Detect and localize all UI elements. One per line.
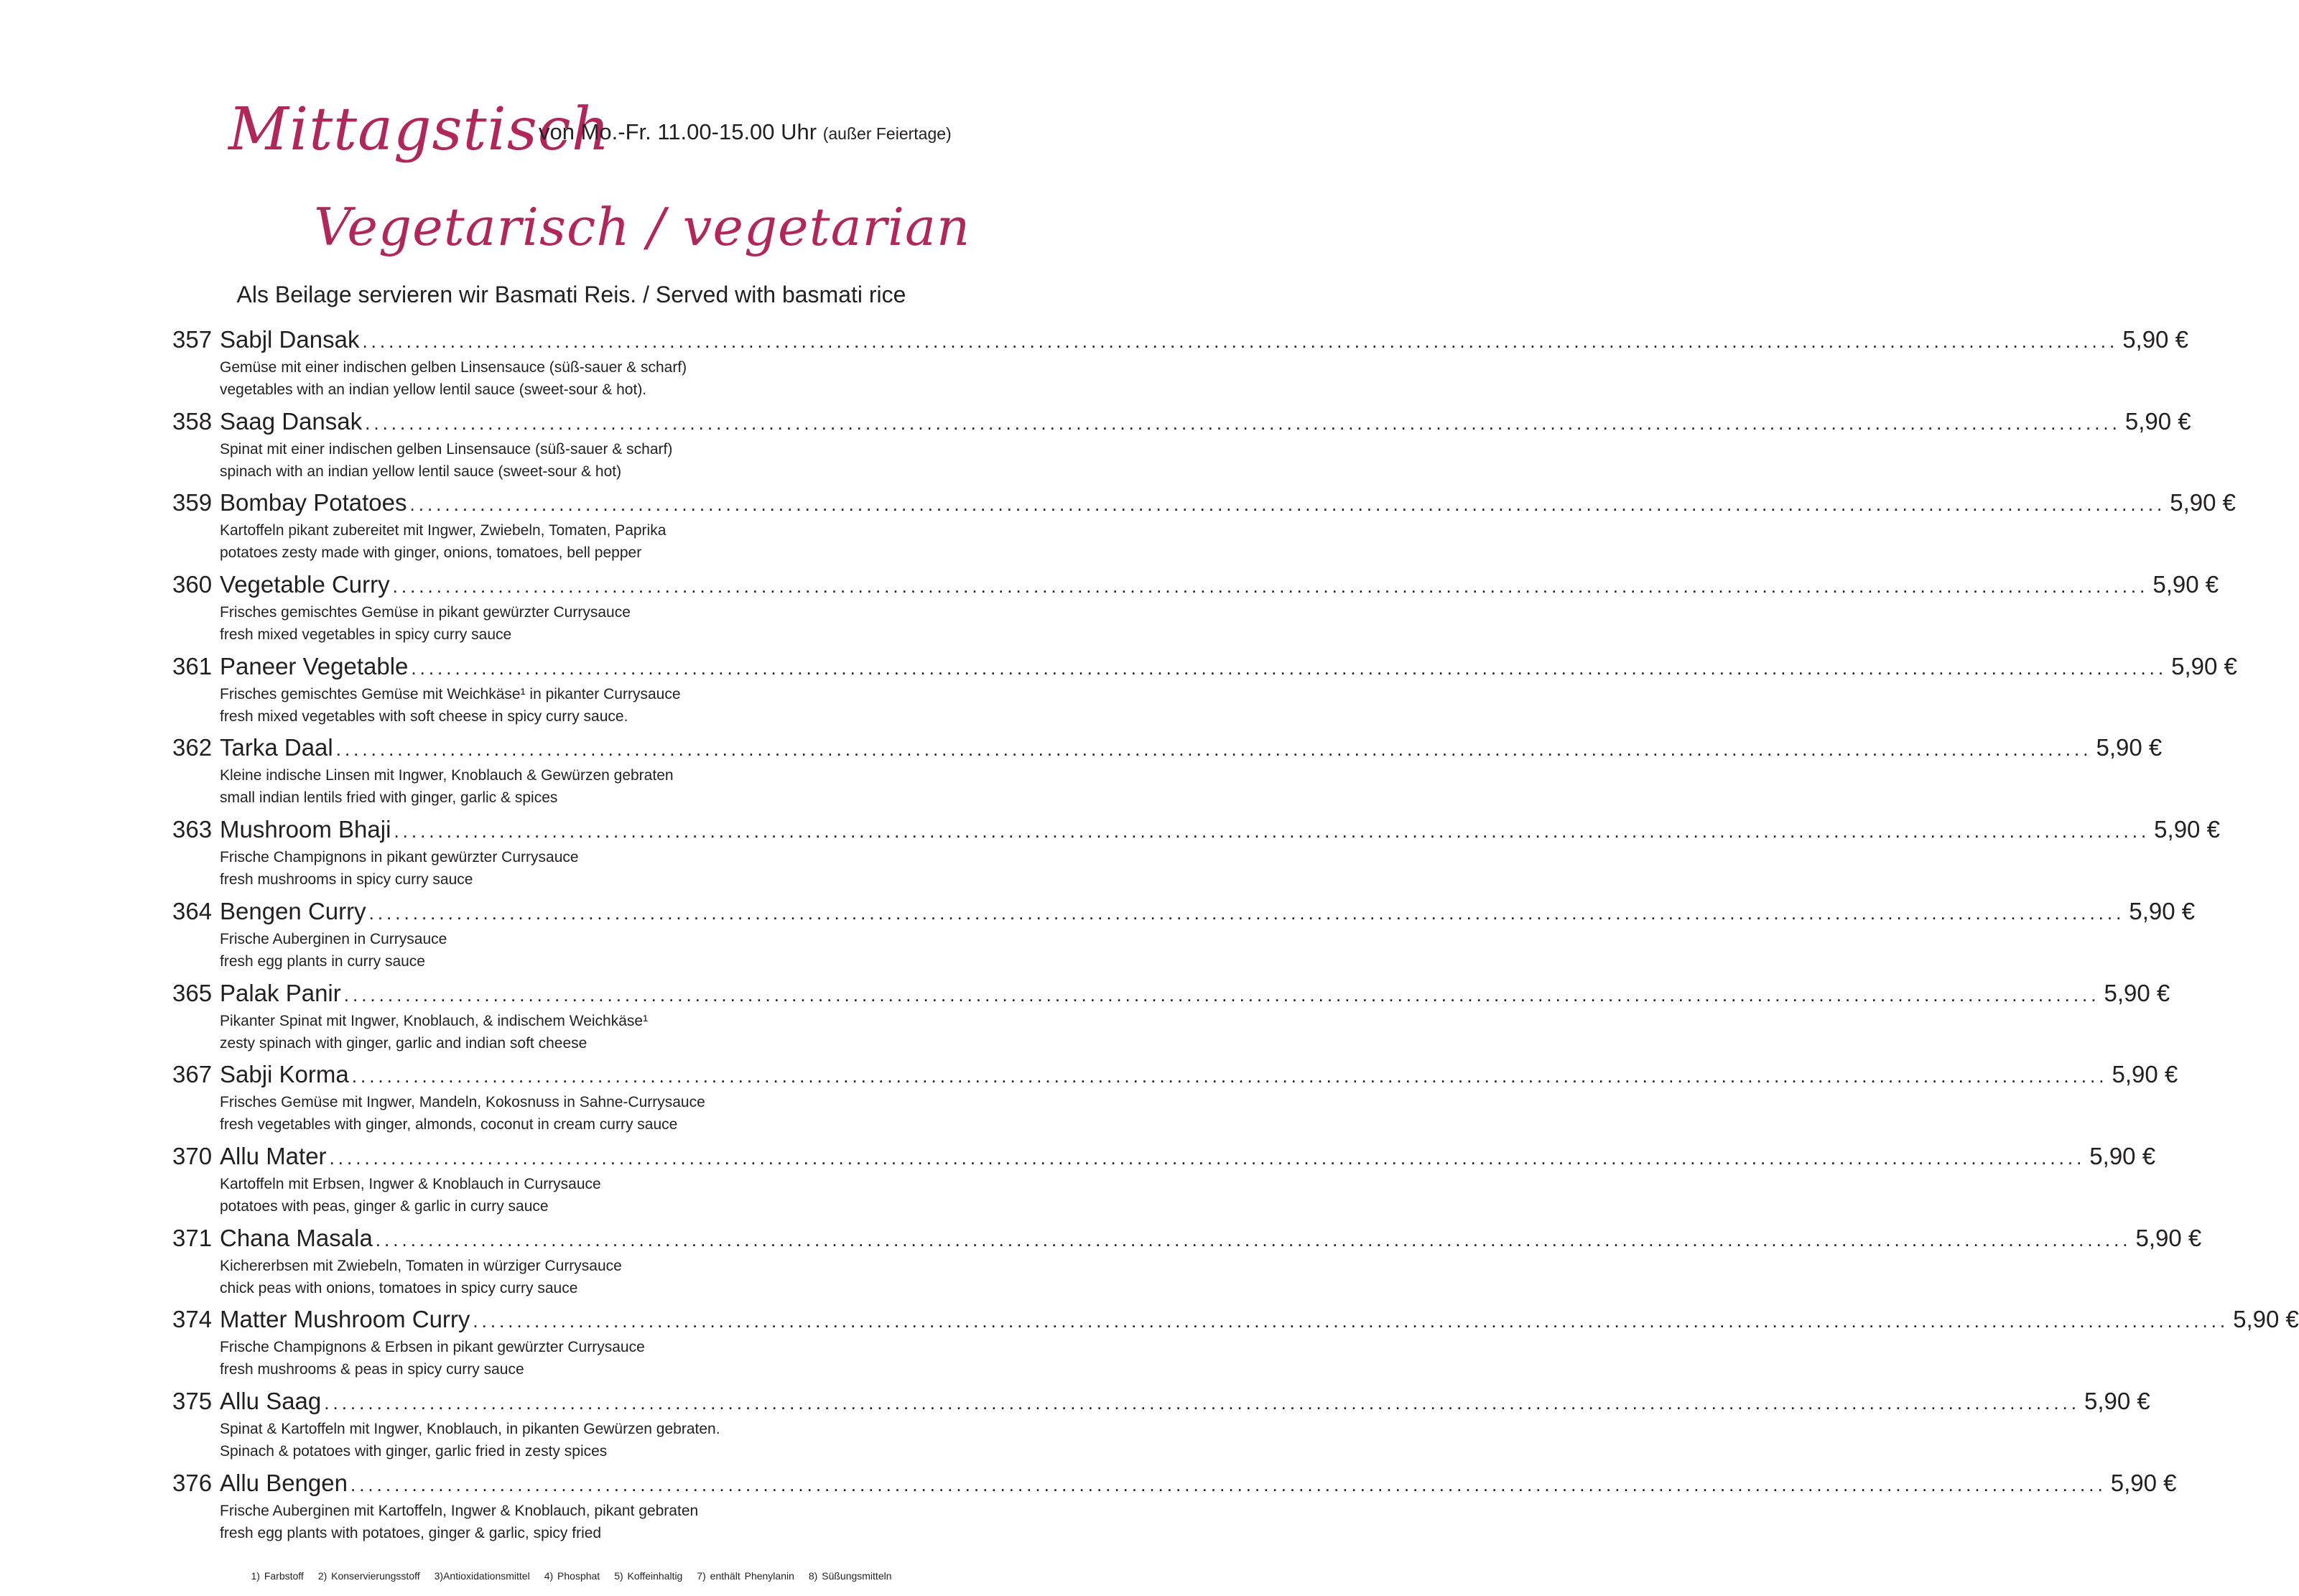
header-hours bbox=[539, 119, 952, 145]
hours-text: von Mo.-Fr. 11.00-15.00 Uhr bbox=[539, 119, 817, 144]
footer-legend-item: 5) Koffeinhaltig bbox=[614, 1570, 683, 1582]
dot-leader: ........................................................................................................................................................................................................ bbox=[362, 330, 2119, 352]
menu-item-line bbox=[172, 977, 2170, 1010]
item-number: 363 bbox=[172, 816, 213, 843]
menu-item bbox=[172, 977, 2170, 1059]
item-description-de: Frisches gemischtes Gemüse in pikant gewürzter Currysauce bbox=[220, 604, 631, 621]
item-description-en: vegetables with an indian yellow lentil sauce (sweet-sour & hot). bbox=[220, 381, 647, 398]
item-price: 5,90 € bbox=[2122, 326, 2188, 353]
dot-leader: ........................................................................................................................................................................................................ bbox=[368, 901, 2125, 924]
menu-item bbox=[172, 568, 2219, 650]
dot-leader: ........................................................................................................................................................................................................ bbox=[394, 820, 2150, 843]
menu-item bbox=[172, 1058, 2178, 1140]
footer-legend-item: 2) Konservierungsstoff bbox=[317, 1570, 420, 1582]
item-price: 5,90 € bbox=[2129, 897, 2196, 924]
item-description-en: fresh mixed vegetables with soft cheese in spicy curry sauce. bbox=[220, 707, 628, 725]
item-name: Allu Saag bbox=[220, 1387, 322, 1414]
dot-leader: ........................................................................................................................................................................................................ bbox=[350, 1473, 2107, 1495]
item-name: Chana Masala bbox=[220, 1224, 373, 1251]
footer-legend-item: 7) enthält Phenylanin bbox=[697, 1570, 794, 1582]
menu-item-line bbox=[172, 813, 2220, 846]
item-description-de: Frische Champignons & Erbsen in pikant gewürzter Currysauce bbox=[220, 1339, 645, 1356]
item-price: 5,90 € bbox=[2154, 816, 2220, 843]
item-price: 5,90 € bbox=[2152, 571, 2219, 598]
footer-legend bbox=[0, 1570, 1128, 1582]
item-number: 365 bbox=[172, 979, 213, 1006]
item-name: Sabjl Dansak bbox=[220, 326, 360, 353]
menu-item-line bbox=[172, 1385, 2150, 1418]
item-description-en: chick peas with onions, tomatoes in spicy curry sauce bbox=[220, 1279, 578, 1296]
menu-item bbox=[172, 1467, 2177, 1549]
dot-leader: ........................................................................................................................................................................................................ bbox=[392, 575, 2149, 598]
menu-item-line bbox=[172, 650, 2237, 683]
dot-leader: ........................................................................................................................................................................................................ bbox=[343, 983, 2100, 1006]
menu-item bbox=[172, 1303, 2299, 1385]
item-number: 370 bbox=[172, 1142, 213, 1169]
item-price: 5,90 € bbox=[2171, 652, 2237, 679]
item-number: 362 bbox=[172, 734, 213, 761]
menu-item-line bbox=[172, 1222, 2202, 1255]
item-description-de: Kartoffeln mit Erbsen, Ingwer & Knoblauch in Currysauce bbox=[220, 1175, 601, 1192]
item-description-en: small indian lentils fried with ginger, garlic & spices bbox=[220, 789, 558, 807]
item-name: Bengen Curry bbox=[220, 897, 366, 924]
item-name: Sabji Korma bbox=[220, 1061, 349, 1088]
header-title: Mittagstisch bbox=[228, 96, 610, 164]
menu-item-line bbox=[172, 323, 2188, 356]
item-number: 358 bbox=[172, 407, 213, 435]
dot-leader: ........................................................................................................................................................................................................ bbox=[473, 1310, 2229, 1332]
item-name: Mushroom Bhaji bbox=[220, 816, 391, 843]
dot-leader: ........................................................................................................................................................................................................ bbox=[365, 412, 2121, 434]
menu-list bbox=[172, 323, 2299, 1548]
item-description-de: Frisches Gemüse mit Ingwer, Mandeln, Kokosnuss in Sahne-Currysauce bbox=[220, 1094, 705, 1111]
item-price: 5,90 € bbox=[2233, 1306, 2299, 1333]
menu-item-line bbox=[172, 895, 2196, 928]
item-description-en: fresh mushrooms in spicy curry sauce bbox=[220, 871, 473, 889]
item-price: 5,90 € bbox=[2096, 734, 2163, 761]
item-description-de: Pikanter Spinat mit Ingwer, Knoblauch, & indischem Weichkäse¹ bbox=[220, 1012, 649, 1029]
hours-note: (außer Feiertage) bbox=[822, 124, 952, 143]
menu-item-line bbox=[172, 1058, 2178, 1091]
item-description-de: Frische Champignons in pikant gewürzter Currysauce bbox=[220, 849, 579, 866]
item-name: Vegetable Curry bbox=[220, 571, 390, 598]
footer-legend-item: 3)Antioxidationsmittel bbox=[434, 1570, 530, 1582]
item-number: 360 bbox=[172, 571, 213, 598]
item-name: Matter Mushroom Curry bbox=[220, 1306, 470, 1333]
menu-item bbox=[172, 323, 2188, 405]
menu-item-line bbox=[172, 568, 2219, 601]
item-description-en: fresh mixed vegetables in spicy curry sauce bbox=[220, 626, 512, 644]
dot-leader: ........................................................................................................................................................................................................ bbox=[409, 493, 2166, 516]
dot-leader: ........................................................................................................................................................................................................ bbox=[375, 1228, 2132, 1251]
item-name: Allu Bengen bbox=[220, 1469, 348, 1496]
footer-legend-item: 4) Phosphat bbox=[544, 1570, 600, 1582]
menu-item bbox=[172, 486, 2236, 568]
menu-item bbox=[172, 731, 2163, 813]
menu-item bbox=[172, 405, 2191, 487]
item-description-de: Kartoffeln pikant zubereitet mit Ingwer, Zwiebeln, Tomaten, Paprika bbox=[220, 522, 667, 539]
dot-leader: ........................................................................................................................................................................................................ bbox=[411, 657, 2168, 679]
item-name: Tarka Daal bbox=[220, 734, 333, 761]
menu-item bbox=[172, 1385, 2150, 1467]
menu-item-line bbox=[172, 405, 2191, 438]
item-description-de: Frische Auberginen mit Kartoffeln, Ingwer & Knoblauch, pikant gebraten bbox=[220, 1502, 699, 1519]
footer-legend-item: 1) Farbstoff bbox=[251, 1570, 304, 1582]
section-subtitle: Als Beilage servieren wir Basmati Reis. / Served with basmati rice bbox=[236, 282, 906, 307]
item-price: 5,90 € bbox=[2112, 1061, 2178, 1088]
item-number: 375 bbox=[172, 1387, 213, 1414]
item-name: Saag Dansak bbox=[220, 407, 363, 435]
item-number: 357 bbox=[172, 326, 213, 353]
item-price: 5,90 € bbox=[2084, 1387, 2150, 1414]
item-description-en: spinach with an indian yellow lentil sauce (sweet-sour & hot) bbox=[220, 463, 622, 480]
item-price: 5,90 € bbox=[2170, 489, 2236, 516]
item-name: Paneer Vegetable bbox=[220, 652, 409, 679]
item-description-de: Kichererbsen mit Zwiebeln, Tomaten in würziger Currysauce bbox=[220, 1257, 622, 1274]
dot-leader: ........................................................................................................................................................................................................ bbox=[351, 1065, 2108, 1087]
section-title: Vegetarisch / vegetarian bbox=[314, 197, 971, 257]
item-number: 361 bbox=[172, 652, 213, 679]
item-name: Palak Panir bbox=[220, 979, 341, 1006]
dot-leader: ........................................................................................................................................................................................................ bbox=[329, 1146, 2086, 1169]
menu-item bbox=[172, 650, 2237, 732]
item-number: 374 bbox=[172, 1306, 213, 1333]
item-description-de: Spinat mit einer indischen gelben Linsensauce (süß-sauer & scharf) bbox=[220, 440, 673, 458]
item-description-de: Gemüse mit einer indischen gelben Linsensauce (süß-sauer & scharf) bbox=[220, 359, 687, 376]
item-price: 5,90 € bbox=[2110, 1469, 2177, 1496]
item-number: 376 bbox=[172, 1469, 213, 1496]
item-description-en: potatoes with peas, ginger & garlic in curry sauce bbox=[220, 1197, 549, 1215]
dot-leader: ........................................................................................................................................................................................................ bbox=[324, 1391, 2080, 1414]
item-number: 359 bbox=[172, 489, 213, 516]
item-name: Allu Mater bbox=[220, 1142, 327, 1169]
item-description-en: Spinach & potatoes with ginger, garlic fried in zesty spices bbox=[220, 1442, 608, 1460]
menu-item bbox=[172, 1140, 2156, 1222]
menu-item-line bbox=[172, 1303, 2299, 1336]
menu-item-line bbox=[172, 731, 2163, 764]
item-number: 367 bbox=[172, 1061, 213, 1088]
item-description-en: potatoes zesty made with ginger, onions, tomatoes, bell pepper bbox=[220, 544, 642, 562]
item-description-en: fresh mushrooms & peas in spicy curry sauce bbox=[220, 1361, 524, 1378]
footer-legend-item: 8) Süßungsmitteln bbox=[808, 1570, 892, 1582]
item-description-en: zesty spinach with ginger, garlic and indian soft cheese bbox=[220, 1034, 587, 1052]
item-price: 5,90 € bbox=[2124, 407, 2191, 435]
item-description-en: fresh egg plants in curry sauce bbox=[220, 952, 425, 970]
item-price: 5,90 € bbox=[2104, 979, 2170, 1006]
menu-item bbox=[172, 895, 2196, 977]
dot-leader: ........................................................................................................................................................................................................ bbox=[335, 738, 2092, 761]
item-description-de: Frisches gemischtes Gemüse mit Weichkäse¹ in pikanter Currysauce bbox=[220, 685, 681, 702]
item-description-en: fresh vegetables with ginger, almonds, coconut in cream curry sauce bbox=[220, 1116, 678, 1133]
item-number: 371 bbox=[172, 1224, 213, 1251]
item-name: Bombay Potatoes bbox=[220, 489, 407, 516]
item-description-de: Kleine indische Linsen mit Ingwer, Knoblauch & Gewürzen gebraten bbox=[220, 767, 674, 784]
menu-item-line bbox=[172, 1140, 2156, 1173]
item-price: 5,90 € bbox=[2089, 1142, 2156, 1169]
item-description-en: fresh egg plants with potatoes, ginger & garlic, spicy fried bbox=[220, 1524, 602, 1541]
item-number: 364 bbox=[172, 897, 213, 924]
item-description-de: Frische Auberginen in Currysauce bbox=[220, 930, 447, 947]
menu-item bbox=[172, 1222, 2202, 1304]
menu-item-line bbox=[172, 1467, 2177, 1500]
menu-item bbox=[172, 813, 2220, 895]
menu-item-line bbox=[172, 486, 2236, 519]
item-price: 5,90 € bbox=[2135, 1224, 2202, 1251]
item-description-de: Spinat & Kartoffeln mit Ingwer, Knoblauch, in pikanten Gewürzen gebraten. bbox=[220, 1420, 720, 1437]
